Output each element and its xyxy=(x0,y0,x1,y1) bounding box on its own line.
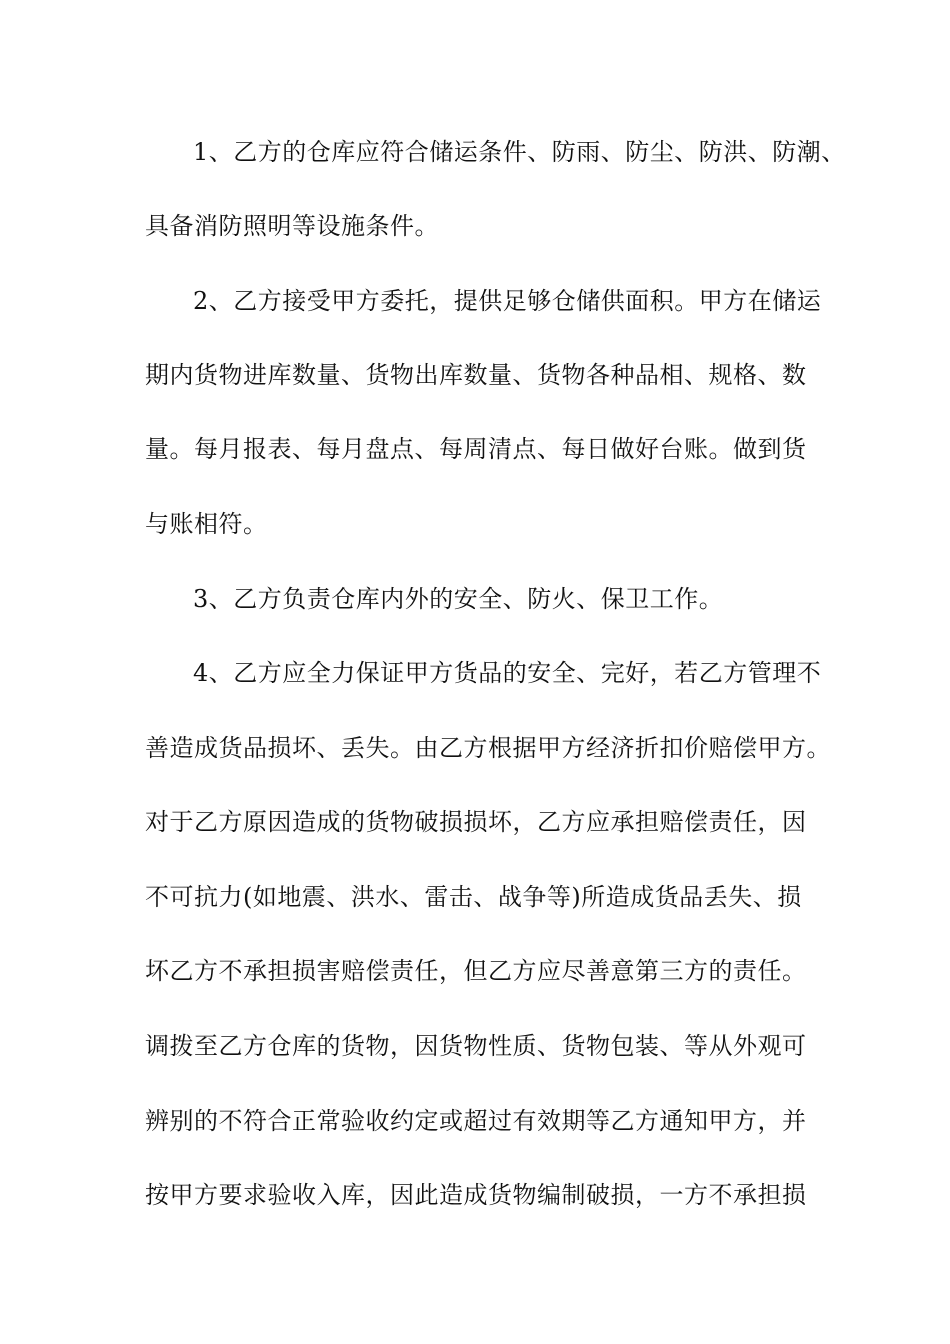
line-text: 按甲方要求验收入库，因此造成货物编制破损，一方不承担损 xyxy=(145,1181,807,1209)
text-line xyxy=(0,206,950,246)
text-line xyxy=(0,132,950,172)
text-line xyxy=(0,429,950,469)
text-line xyxy=(0,281,950,321)
text-line xyxy=(0,877,950,917)
line-text: 4、乙方应全力保证甲方货品的安全、完好，若乙方管理不 xyxy=(193,659,822,687)
line-text: 2、乙方接受甲方委托，提供足够仓储供面积。甲方在储运 xyxy=(193,287,822,315)
line-text: 具备消防照明等设施条件。 xyxy=(145,212,439,240)
line-text: 坏乙方不承担损害赔偿责任，但乙方应尽善意第三方的责任。 xyxy=(145,957,807,985)
text-line xyxy=(0,504,950,544)
text-line xyxy=(0,1175,950,1215)
line-text: 与账相符。 xyxy=(145,510,268,538)
text-line xyxy=(0,355,950,395)
line-text: 调拨至乙方仓库的货物，因货物性质、货物包装、等从外观可 xyxy=(145,1032,807,1060)
line-text: 不可抗力(如地震、洪水、雷击、战争等)所造成货品丢失、损 xyxy=(145,883,802,911)
line-text: 善造成货品损坏、丢失。由乙方根据甲方经济折扣价赔偿甲方。 xyxy=(145,734,831,762)
line-text: 辨别的不符合正常验收约定或超过有效期等乙方通知甲方，并 xyxy=(145,1107,807,1135)
text-line xyxy=(0,728,950,768)
text-line xyxy=(0,802,950,842)
line-text: 3、乙方负责仓库内外的安全、防火、保卫工作。 xyxy=(193,585,724,613)
text-line xyxy=(0,579,950,619)
line-text: 期内货物进库数量、货物出库数量、货物各种品相、规格、数 xyxy=(145,361,807,389)
text-line xyxy=(0,1101,950,1141)
text-line xyxy=(0,653,950,693)
line-text: 对于乙方原因造成的货物破损损坏，乙方应承担赔偿责任，因 xyxy=(145,808,807,836)
line-text: 量。每月报表、每月盘点、每周清点、每日做好台账。做到货 xyxy=(145,435,807,463)
line-text: 1、乙方的仓库应符合储运条件、防雨、防尘、防洪、防潮、 xyxy=(193,138,846,166)
text-line xyxy=(0,951,950,991)
text-line xyxy=(0,1026,950,1066)
